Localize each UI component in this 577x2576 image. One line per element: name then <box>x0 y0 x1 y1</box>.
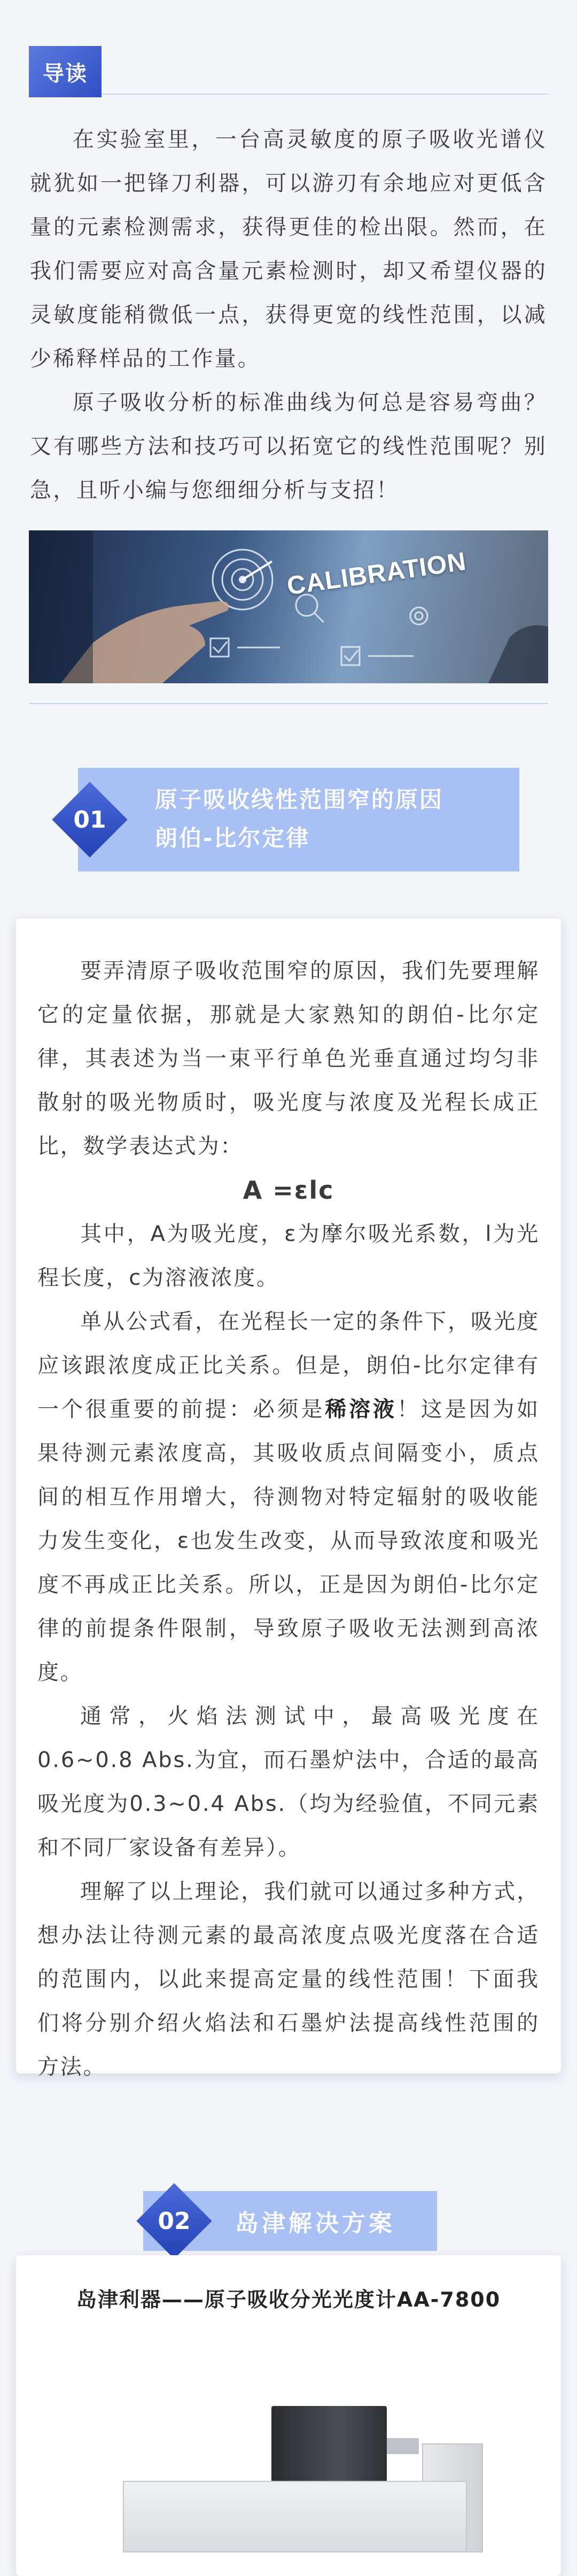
intro-paragraph: 在实验室里，一台高灵敏度的原子吸收光谱仪就犹如一把锋刀利器，可以游刃有余地应对更低含量的元素检测需求，获得更佳的检出限。然而，在我们需要应对高含量元素检测时，却又希望仪器的灵敏度能稍微低一点，获得更宽的线性范围，以减少稀释样品的工作量。 <box>30 127 547 371</box>
intro-paragraph: 原子吸收分析的标准曲线为何总是容易弯曲？又有哪些方法和技巧可以拓宽它的线性范围呢？别急，且听小编与您细细分析与支招！ <box>30 390 547 503</box>
beer-lambert-formula: A =εlc <box>243 1176 334 1205</box>
section1-title <box>155 781 508 858</box>
section-divider <box>29 703 548 704</box>
highlight-dilute-solution: 稀溶液 <box>325 1397 397 1422</box>
content-text-span: ！这是因为如果待测元素浓度高，其吸收质点间隔变小，质点间的相互作用增大，待测物对特定辐射的吸收能力发生变化，ε也发生改变，从而导致浓度和吸光度不再成正比关系。所以，正是因为朗伯-比尔定律的前提条件限制，导致原子吸收无法测到高浓度。 <box>37 1397 540 1685</box>
calibration-illustration <box>29 530 548 683</box>
calibration-image <box>29 530 548 683</box>
content-paragraph <box>37 1300 540 1694</box>
calibration-label: CALIBRATION <box>285 547 469 601</box>
instrument-panel <box>387 2438 419 2454</box>
intro-divider <box>102 94 548 95</box>
section2-title: 岛津解决方案 <box>235 2210 395 2237</box>
content-paragraph: 理解了以上理论，我们就可以通过多种方式，想办法让待测元素的最高浓度点吸光度落在合适的范围内，以此来提高定量的线性范围！下面我们将分别介绍火焰法和石墨炉法提高线性范围的方法。 <box>37 1879 540 2079</box>
section1-title-line1: 原子吸收线性范围窄的原因 <box>155 786 444 813</box>
content-text-span: 单从公式看，在光程长一定的条件下，吸光度应该跟浓度成正比关系。但是，朗伯-比尔定律有一个很重要的前提：必须是 <box>37 1309 540 1422</box>
section2-number: 02 <box>158 2207 191 2235</box>
section1-title-line2: 朗伯-比尔定律 <box>155 825 310 851</box>
instrument-base <box>123 2481 467 2552</box>
product-title: 岛津利器——原子吸收分光光度计AA-7800 <box>76 2288 501 2311</box>
content-text <box>37 949 540 2089</box>
intro-text <box>30 118 547 512</box>
section1-number: 01 <box>73 806 106 834</box>
content-paragraph: 要弄清原子吸收范围窄的原因，我们先要理解它的定量依据，那就是大家熟知的朗伯-比尔定律，其表述为当一束平行单色光垂直通过均匀非散射的吸光物质时，吸光度与浓度及光程长成正比，数学表达式为： <box>37 959 540 1159</box>
content-paragraph: 其中，A为吸光度，ε为摩尔吸光系数，l为光程长度，c为溶液浓度。 <box>37 1222 540 1290</box>
content-paragraph: 通常，火焰法测试中，最高吸光度在0.6~0.8 Abs.为宜，而石墨炉法中，合适的最高吸光度为0.3~0.4 Abs.（均为经验值，不同元素和不同厂家设备有差异）。 <box>37 1704 540 1860</box>
intro-badge: 导读 <box>29 46 102 97</box>
